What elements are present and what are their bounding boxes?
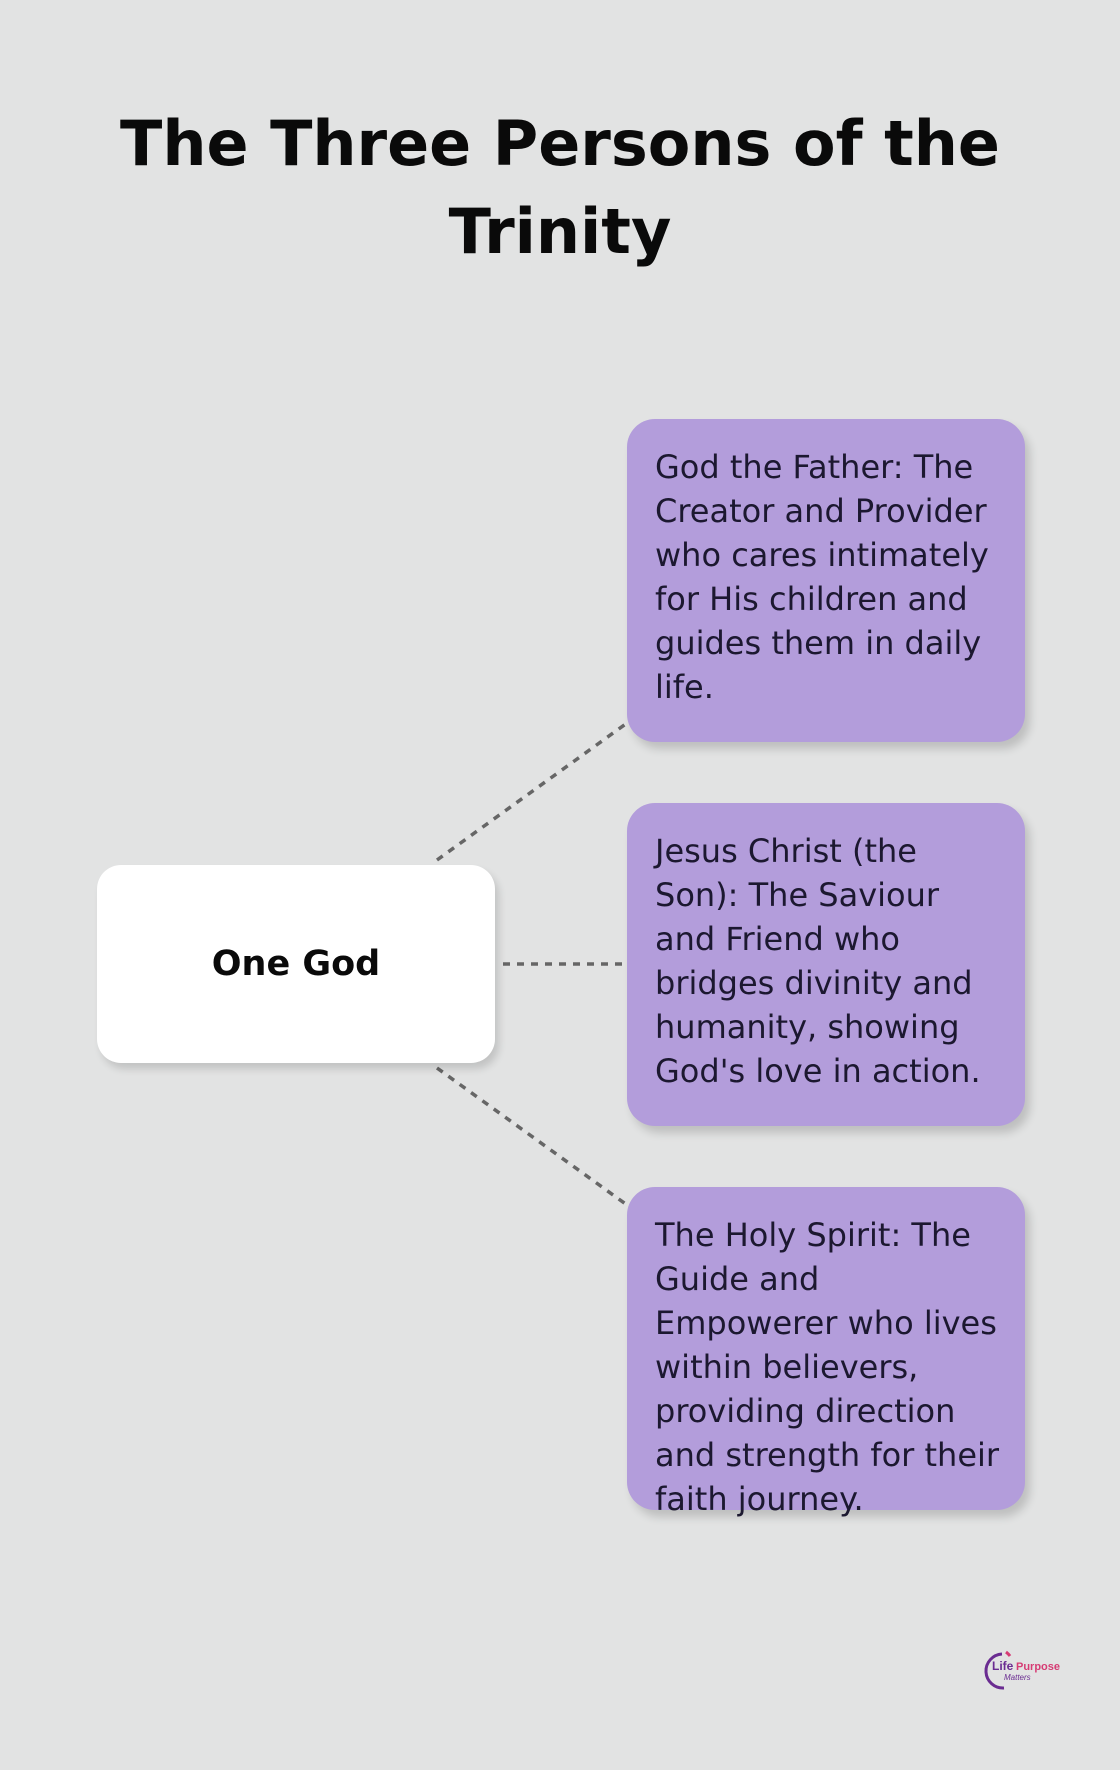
page-title: The Three Persons of the Trinity [120,107,1000,268]
center-node-label: One God [211,944,381,984]
center-node [97,865,495,1063]
node-text: The Holy Spirit: The Guide and Empowerer who lives within believers, providing direction and strength for their faith journey. [655,1216,1000,1518]
node-text: God the Father: The Creator and Provider who cares intimately for His children and guides them in daily life. [655,448,989,706]
svg-text:Life: Life [992,1659,1014,1673]
node-jesus-christ [627,803,1025,1126]
node-holy-spirit [627,1187,1025,1518]
connector-line-spirit [437,1068,627,1205]
node-god-the-father [627,419,1025,742]
svg-text:Purpose: Purpose [1016,1661,1060,1673]
connector-line-father [437,723,627,860]
brand-logo [980,1648,1060,1694]
svg-text:Matters: Matters [1004,1673,1031,1682]
node-text: Jesus Christ (the Son): The Saviour and Friend who bridges divinity and humanity, showing God's love in action. [655,832,981,1090]
